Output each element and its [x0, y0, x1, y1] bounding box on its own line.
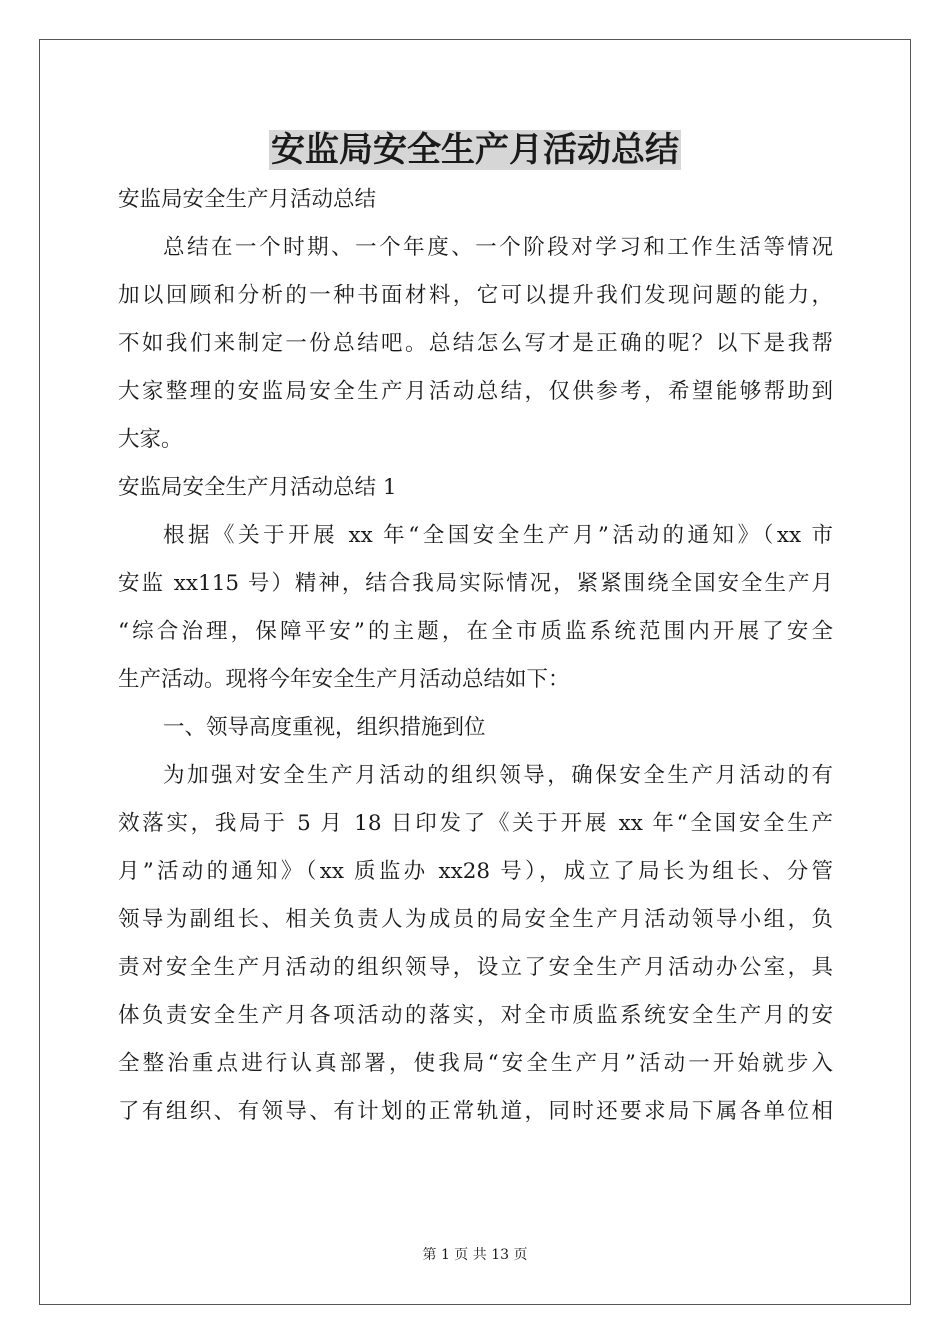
paragraph-line: 为加强对安全生产月活动的组织领导，确保安全生产月活动的有 [163, 763, 833, 788]
paragraph-line: 总结在一个时期、一个年度、一个阶段对学习和工作生活等情况 [163, 235, 833, 260]
paragraph-line: 大家整理的安监局安全生产月活动总结，仅供参考，希望能够帮助到 [118, 379, 833, 404]
subsection-heading: 一、领导高度重视，组织措施到位 [163, 715, 486, 740]
paragraph-line: 加以回顾和分析的一种书面材料，它可以提升我们发现问题的能力， [118, 283, 833, 308]
paragraph-line: 体负责安全生产月各项活动的落实，对全市质监系统安全生产月的安 [118, 1003, 833, 1028]
paragraph-line: 生产活动。现将今年安全生产月活动总结如下： [118, 667, 570, 692]
subtitle-line: 安监局安全生产月活动总结 [118, 187, 377, 212]
paragraph-line: 根据《关于开展 xx 年“全国安全生产月”活动的通知》（xx 市 [163, 523, 833, 548]
paragraph-line: 大家。 [118, 427, 183, 452]
paragraph-line: 不如我们来制定一份总结吧。总结怎么写才是正确的呢？以下是我帮 [118, 331, 833, 356]
document-body [118, 176, 833, 1136]
paragraph-line: 领导为副组长、相关负责人为成员的局安全生产月活动领导小组，负 [118, 907, 833, 932]
paragraph-line: 了有组织、有领导、有计划的正常轨道，同时还要求局下属各单位相 [118, 1099, 833, 1124]
paragraph-line: 月”活动的通知》（xx 质监办 xx28 号），成立了局长为组长、分管 [118, 859, 833, 884]
paragraph-line: 效落实，我局于 5 月 18 日印发了《关于开展 xx 年“全国安全生产 [118, 811, 833, 836]
paragraph-line: 安监 xx115 号）精神，结合我局实际情况，紧紧围绕全国安全生产月 [118, 571, 833, 596]
document-title-text: 安监局安全生产月活动总结 [271, 130, 679, 170]
section-heading: 安监局安全生产月活动总结 1 [118, 475, 397, 500]
paragraph-line: 全整治重点进行认真部署，使我局“安全生产月”活动一开始就步入 [118, 1051, 833, 1076]
page-number: 第 1 页 共 13 页 [422, 1247, 528, 1263]
paragraph-line: 责对安全生产月活动的组织领导，设立了安全生产月活动办公室，具 [118, 955, 833, 980]
paragraph-line: “综合治理，保障平安”的主题，在全市质监系统范围内开展了安全 [118, 619, 833, 644]
document-title [0, 128, 950, 172]
